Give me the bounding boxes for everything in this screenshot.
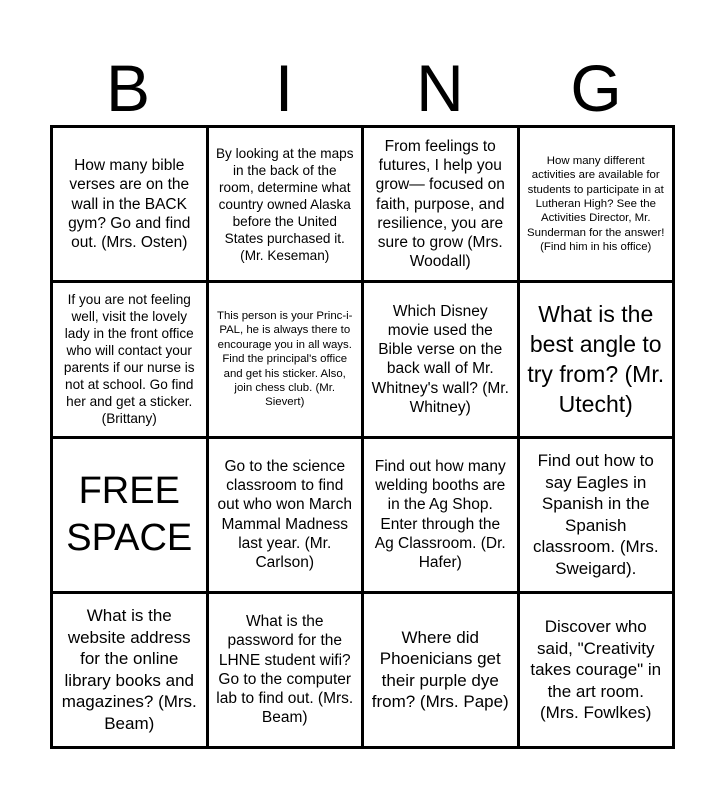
bingo-cell-r1c3 <box>364 128 517 280</box>
bingo-cell-text: If you are not feeling well, visit the lovely lady in the front office who will contact your parents if our nurse is not at school. Go find her and get a sticker. (Brittany) <box>63 292 195 427</box>
bingo-cell-text: Find out how many welding booths are in the Ag Shop. Enter through the Ag Classroom. (Dr. Hafer) <box>374 458 506 572</box>
bingo-cell-text: How many different activities are available for students to participate in at Lutheran High? See the Activities Director, Mr. Sunderman for the answer! (Find him in his office) <box>527 154 665 254</box>
header-letter-b: B <box>105 51 151 125</box>
free-space-text: FREE SPACE <box>66 469 193 559</box>
header-letter-i: I <box>274 51 294 125</box>
bingo-cell-r2c3 <box>364 283 517 435</box>
bingo-cell-r2c1 <box>53 283 206 435</box>
bingo-cell-r1c2 <box>209 128 362 280</box>
bingo-cell-text: What is the password for the LHNE student wifi? Go to the computer lab to find out. (Mrs. Beam) <box>216 613 354 727</box>
bingo-cell-text: What is the best angle to try from? (Mr. Utecht) <box>527 301 665 418</box>
bingo-cell-text: This person is your Princ-i-PAL, he is always there to encourage you in all ways. Find the principal's office and get his sticker. Also, join chess club. (Mr. Sievert) <box>217 309 353 409</box>
bingo-cell-r1c1 <box>53 128 206 280</box>
bingo-header <box>50 52 675 124</box>
header-letter-g: G <box>570 51 622 125</box>
header-letter-n: N <box>416 51 464 125</box>
bingo-cell-text: What is the website address for the online library books and magazines? (Mrs. Beam) <box>61 606 197 733</box>
bingo-cell-text: Which Disney movie used the Bible verse on the back wall of Mr. Whitney's wall? (Mr. Whitney) <box>371 302 509 416</box>
bingo-cell-r4c1 <box>53 594 206 746</box>
bingo-cell-text: How many bible verses are on the wall in the BACK gym? Go and find out. (Mrs. Osten) <box>68 157 191 251</box>
bingo-cell-r3c4 <box>520 439 673 591</box>
bingo-board <box>50 125 675 749</box>
bingo-cell-r4c4 <box>520 594 673 746</box>
bingo-cell-text: Discover who said, "Creativity takes courage" in the art room. (Mrs. Fowlkes) <box>530 617 662 723</box>
bingo-cell-r2c4 <box>520 283 673 435</box>
bingo-cell-r3c3 <box>364 439 517 591</box>
bingo-cell-r4c2 <box>209 594 362 746</box>
bingo-cell-r3c1 <box>53 439 206 591</box>
bingo-cell-text: Find out how to say Eagles in Spanish in the Spanish classroom. (Mrs. Sweigard). <box>532 451 659 578</box>
bingo-cell-r3c2 <box>209 439 362 591</box>
bingo-cell-r2c2 <box>209 283 362 435</box>
bingo-cell-r4c3 <box>364 594 517 746</box>
bingo-cell-text: By looking at the maps in the back of the room, determine what country owned Alaska before the United States purchased it. (Mr. Keseman) <box>215 145 354 263</box>
bingo-cell-r1c4 <box>520 128 673 280</box>
bingo-cell-text: From feelings to futures, I help you grow— focused on faith, purpose, and resilience, you are sure to grow (Mrs. Woodall) <box>375 137 505 271</box>
bingo-cell-text: Where did Phoenicians get their purple dye from? (Mrs. Pape) <box>371 627 509 712</box>
bingo-cell-text: Go to the science classroom to find out who won March Mammal Madness last year. (Mr. Carlson) <box>217 458 352 572</box>
